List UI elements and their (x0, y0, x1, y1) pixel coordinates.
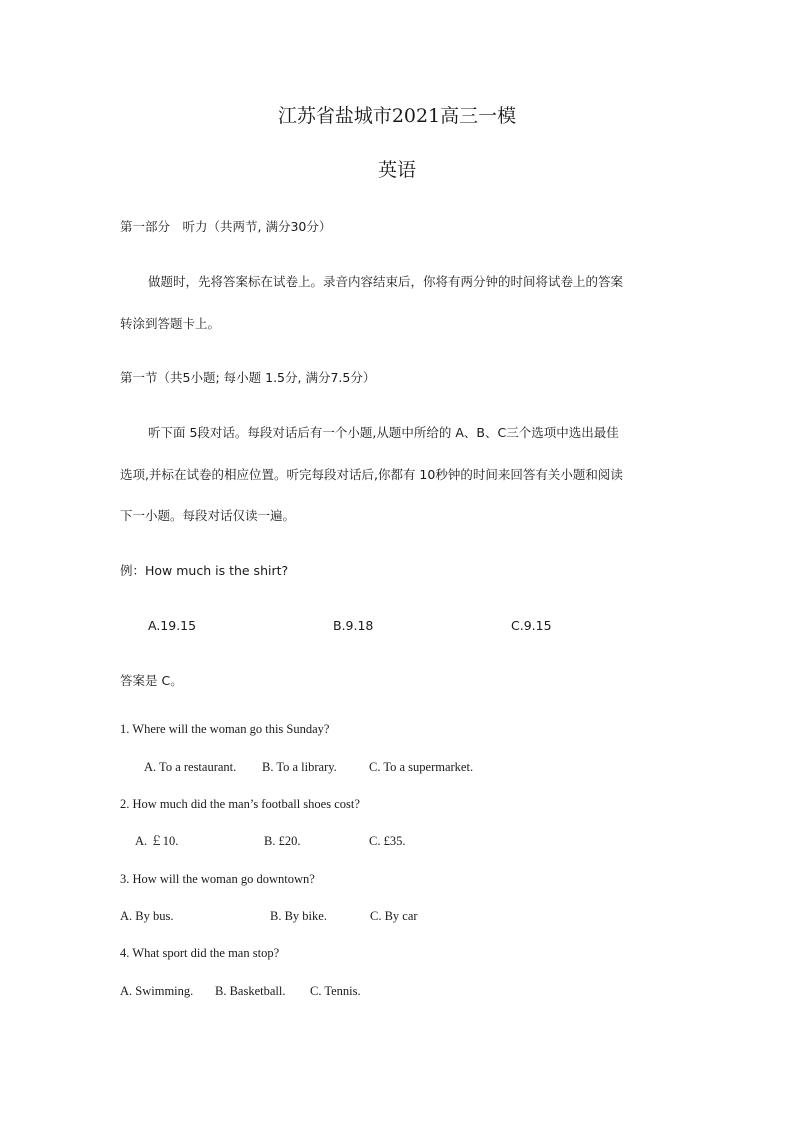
question-4-option-a: A. Swimming. (120, 984, 194, 998)
question-1-stem: 1. Where will the woman go this Sunday? (120, 722, 330, 736)
question-4-option-c: C. Tennis. (310, 984, 361, 998)
example-answer: 答案是 C。 (120, 673, 183, 688)
subsection-instructions-line-3: 下一小题。每段对话仅读一遍。 (120, 508, 296, 523)
example-option-a: A.19.15 (148, 618, 197, 633)
question-4-option-b: B. Basketball. (215, 984, 286, 998)
question-2-option-b: B. £20. (264, 834, 301, 848)
question-3-stem: 3. How will the woman go downtown? (120, 872, 315, 886)
section-header: 第一部分 听力（共两节, 满分30分） (120, 219, 332, 234)
question-1-option-b: B. To a library. (262, 760, 337, 774)
example-option-b: B.9.18 (333, 618, 374, 633)
question-1-option-a: A. To a restaurant. (144, 760, 237, 774)
question-3-option-a: A. By bus. (120, 909, 174, 923)
question-3-option-c: C. By car (370, 909, 418, 923)
question-4-stem: 4. What sport did the man stop? (120, 946, 280, 960)
example-option-c: C.9.15 (511, 618, 552, 633)
instructions-line-2: 转涂到答题卡上。 (120, 316, 221, 331)
question-2-stem: 2. How much did the man’s football shoes cost? (120, 797, 360, 811)
question-2-option-a: A. ￡10. (135, 834, 179, 848)
question-3-option-b: B. By bike. (270, 909, 327, 923)
subsection-header: 第一节（共5小题; 每小题 1.5分, 满分7.5分） (120, 370, 376, 385)
question-1-option-c: C. To a supermarket. (369, 760, 474, 774)
example-question: 例：How much is the shirt? (120, 563, 289, 578)
question-2-option-c: C. £35. (369, 834, 406, 848)
subject-title: 英语 (377, 159, 416, 181)
instructions-line-1: 做题时，先将答案标在试卷上。录音内容结束后，你将有两分钟的时间将试卷上的答案 (148, 274, 624, 289)
subsection-instructions-line-1: 听下面 5段对话。每段对话后有一个小题,从题中所给的 A、B、C三个选项中选出最佳 (148, 425, 619, 440)
page-title: 江苏省盐城市2021高三一模 (277, 105, 517, 127)
subsection-instructions-line-2: 选项,并标在试卷的相应位置。听完每段对话后,你都有 10秒钟的时间来回答有关小题和阅读 (120, 467, 623, 482)
